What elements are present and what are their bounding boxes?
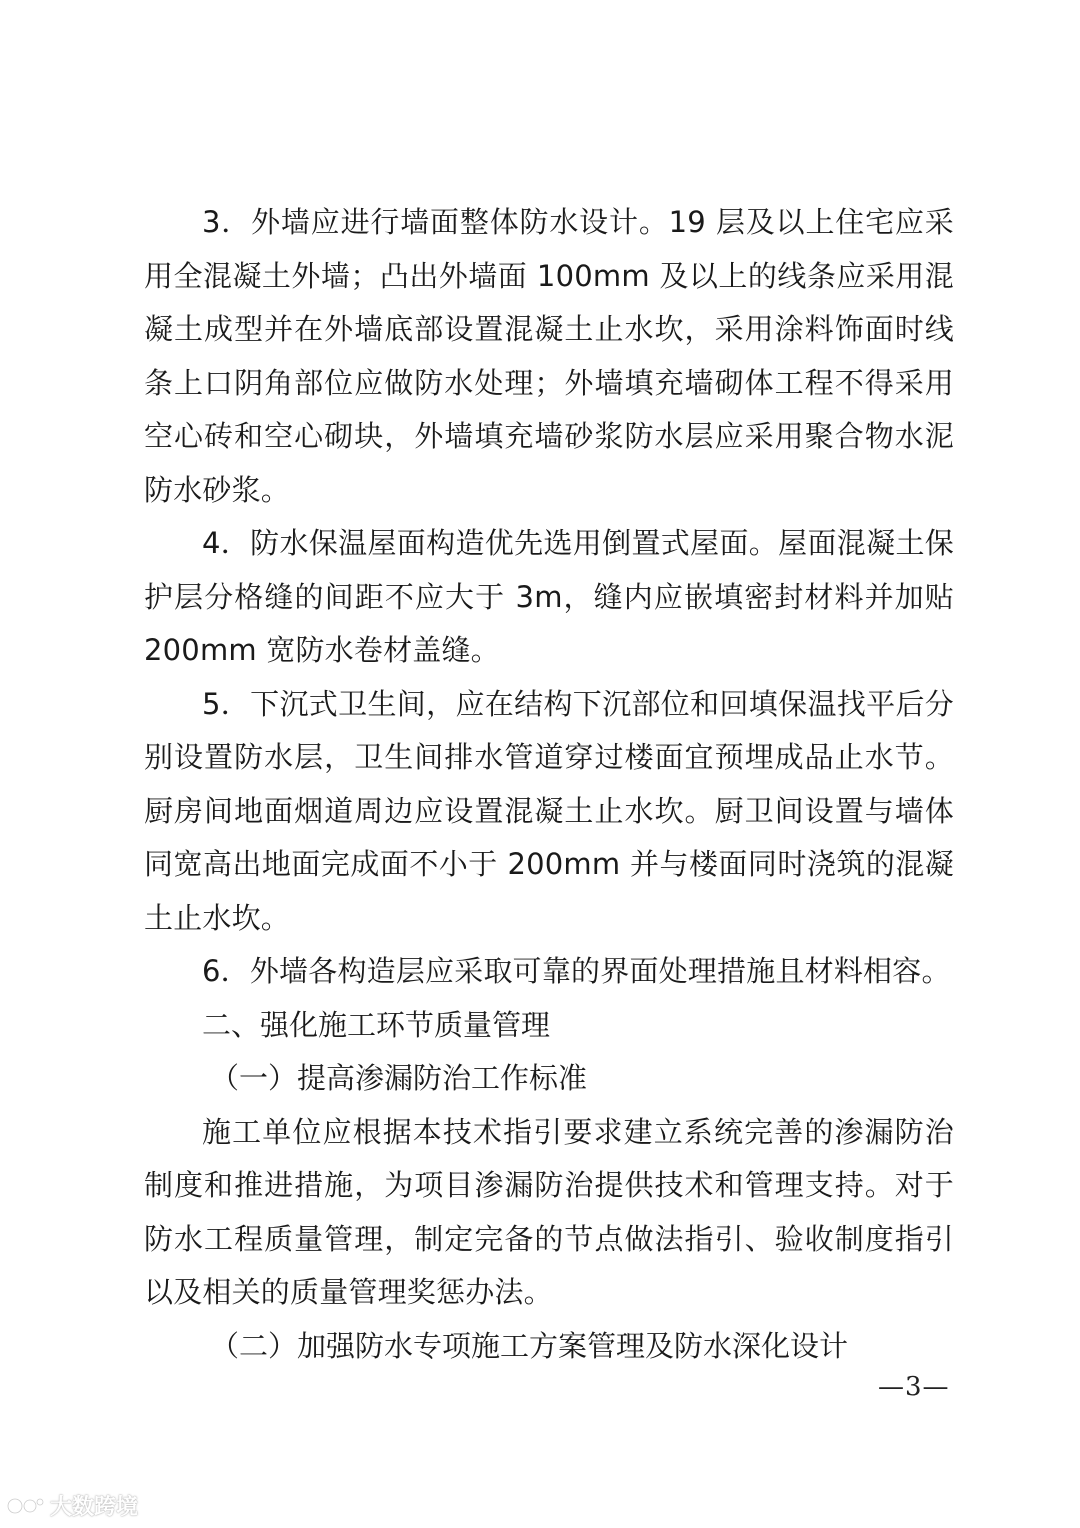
subsection-heading-2: （二）加强防水专项施工方案管理及防水深化设计: [210, 1328, 849, 1363]
document-body: [144, 196, 954, 1373]
subsection-heading-1: （一）提高渗漏防治工作标准: [210, 1061, 588, 1095]
section-heading: 二、强化施工环节质量管理: [202, 1007, 551, 1042]
brand-logo-icon: [6, 1493, 46, 1519]
watermark: [6, 1490, 138, 1521]
paragraph-item-6: 6．外墙各构造层应采取可靠的界面处理措施且材料相容。: [202, 954, 951, 988]
watermark-text: 大数跨境: [50, 1495, 139, 1520]
paragraph-item-4: 4．防水保温屋面构造优先选用倒置式屋面。屋面混凝土保护层分格缝的间距不应大于 3m，缝内应嵌填密封材料并加贴 200mm 宽防水卷材盖缝。: [144, 526, 954, 667]
page-number: —3—: [878, 1372, 950, 1402]
paragraph-item-3: 3．外墙应进行墙面整体防水设计。19 层及以上住宅应采用全混凝土外墙；凸出外墙面 100mm 及以上的线条应采用混凝土成型并在外墙底部设置混凝土止水坎，采用涂料饰面时线条上口阴角部位应做防水处理；外墙填充墙砌体工程不得采用空心砖和空心砌块，外墙填充墙砂浆防水层应采用聚合物水泥防水砂浆。: [144, 205, 954, 507]
paragraph-item-5: 5．下沉式卫生间，应在结构下沉部位和回填保温找平后分别设置防水层，卫生间排水管道穿过楼面宜预埋成品止水节。厨房间地面烟道周边应设置混凝土止水坎。厨卫间设置与墙体同宽高出地面完成面不小于 200mm 并与楼面同时浇筑的混凝土止水坎。: [144, 686, 954, 935]
subsection-1-body: 施工单位应根据本技术指引要求建立系统完善的渗漏防治制度和推进措施，为项目渗漏防治提供技术和管理支持。对于防水工程质量管理，制定完备的节点做法指引、验收制度指引以及相关的质量管理奖惩办法。: [144, 1114, 954, 1309]
